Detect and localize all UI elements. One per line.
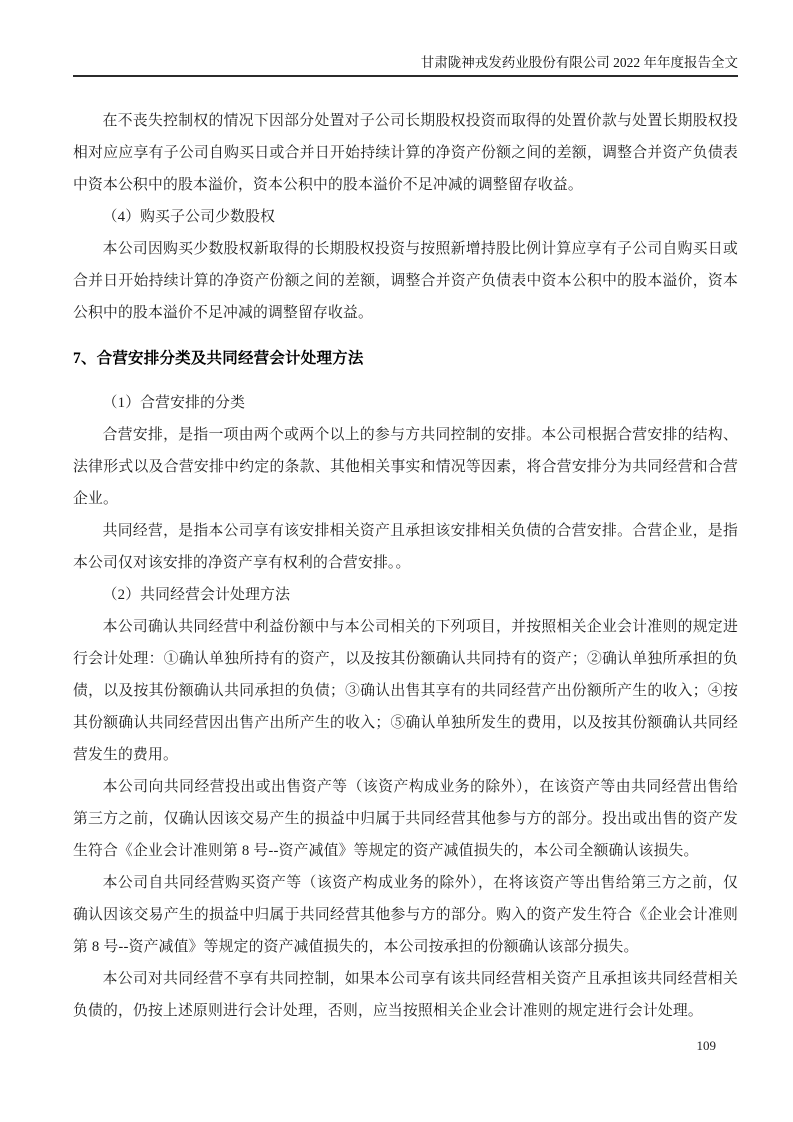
list-item-heading: （4）购买子公司少数股权: [102, 209, 276, 225]
report-page: [73, 0, 738, 1027]
paragraph: 本公司确认共同经营中利益份额中与本公司相关的下列项目，并按照相关企业会计准则的规定进行会计处理：①确认单独所持有的资产，以及按其份额确认共同持有的资产；②确认单独所承担的负债，以及按其份额确认共同承担的负债；③确认出售其享有的共同经营产出份额所产生的收入；④按其份额确认共同经营因出售产出所产生的收入；⑤确认单独所发生的费用，以及按其份额确认共同经营发生的费用。: [73, 619, 738, 763]
paragraph: 合营安排，是指一项由两个或两个以上的参与方共同控制的安排。本公司根据合营安排的结构、法律形式以及合营安排中约定的条款、其他相关事实和情况等因素，将合营安排分为共同经营和合营企业。: [73, 427, 738, 507]
paragraph: 共同经营，是指本公司享有该安排相关资产且承担该安排相关负债的合营安排。合营企业，是指本公司仅对该安排的净资产享有权利的合营安排。。: [73, 523, 738, 571]
list-item-heading: （1）合营安排的分类: [102, 395, 246, 411]
list-item-heading: （2）共同经营会计处理方法: [102, 587, 291, 603]
document-body: [73, 105, 738, 1027]
paragraph: 本公司因购买少数股权新取得的长期股权投资与按照新增持股比例计算应享有子公司自购买日或合并日开始持续计算的净资产份额之间的差额，调整合并资产负债表中资本公积中的股本溢价，资本公积中的股本溢价不足冲减的调整留存收益。: [73, 241, 738, 321]
page-number: 109: [696, 1038, 716, 1053]
page-footer: [0, 1038, 738, 1054]
paragraph: 本公司自共同经营购买资产等（该资产构成业务的除外），在将该资产等出售给第三方之前，仅确认因该交易产生的损益中归属于共同经营其他参与方的部分。购入的资产发生符合《企业会计准则第 8 号--资产减值》等规定的资产减值损失的，本公司按承担的份额确认该部分损失。: [73, 875, 738, 955]
section-heading: 7、合营安排分类及共同经营会计处理方法: [73, 350, 364, 367]
paragraph: 在不丧失控制权的情况下因部分处置对子公司长期股权投资而取得的处置价款与处置长期股权投相对应应享有子公司自购买日或合并日开始持续计算的净资产份额之间的差额，调整合并资产负债表中资本公积中的股本溢价，资本公积中的股本溢价不足冲减的调整留存收益。: [73, 113, 738, 193]
page-header: [73, 0, 738, 77]
report-header-title: 甘肃陇神戎发药业股份有限公司 2022 年年度报告全文: [420, 55, 738, 70]
paragraph: 本公司向共同经营投出或出售资产等（该资产构成业务的除外），在该资产等由共同经营出售给第三方之前，仅确认因该交易产生的损益中归属于共同经营其他参与方的部分。投出或出售的资产发生符合《企业会计准则第 8 号--资产减值》等规定的资产减值损失的，本公司全额确认该损失。: [73, 779, 738, 859]
paragraph: 本公司对共同经营不享有共同控制，如果本公司享有该共同经营相关资产且承担该共同经营相关负债的，仍按上述原则进行会计处理，否则，应当按照相关企业会计准则的规定进行会计处理。: [73, 971, 738, 1019]
